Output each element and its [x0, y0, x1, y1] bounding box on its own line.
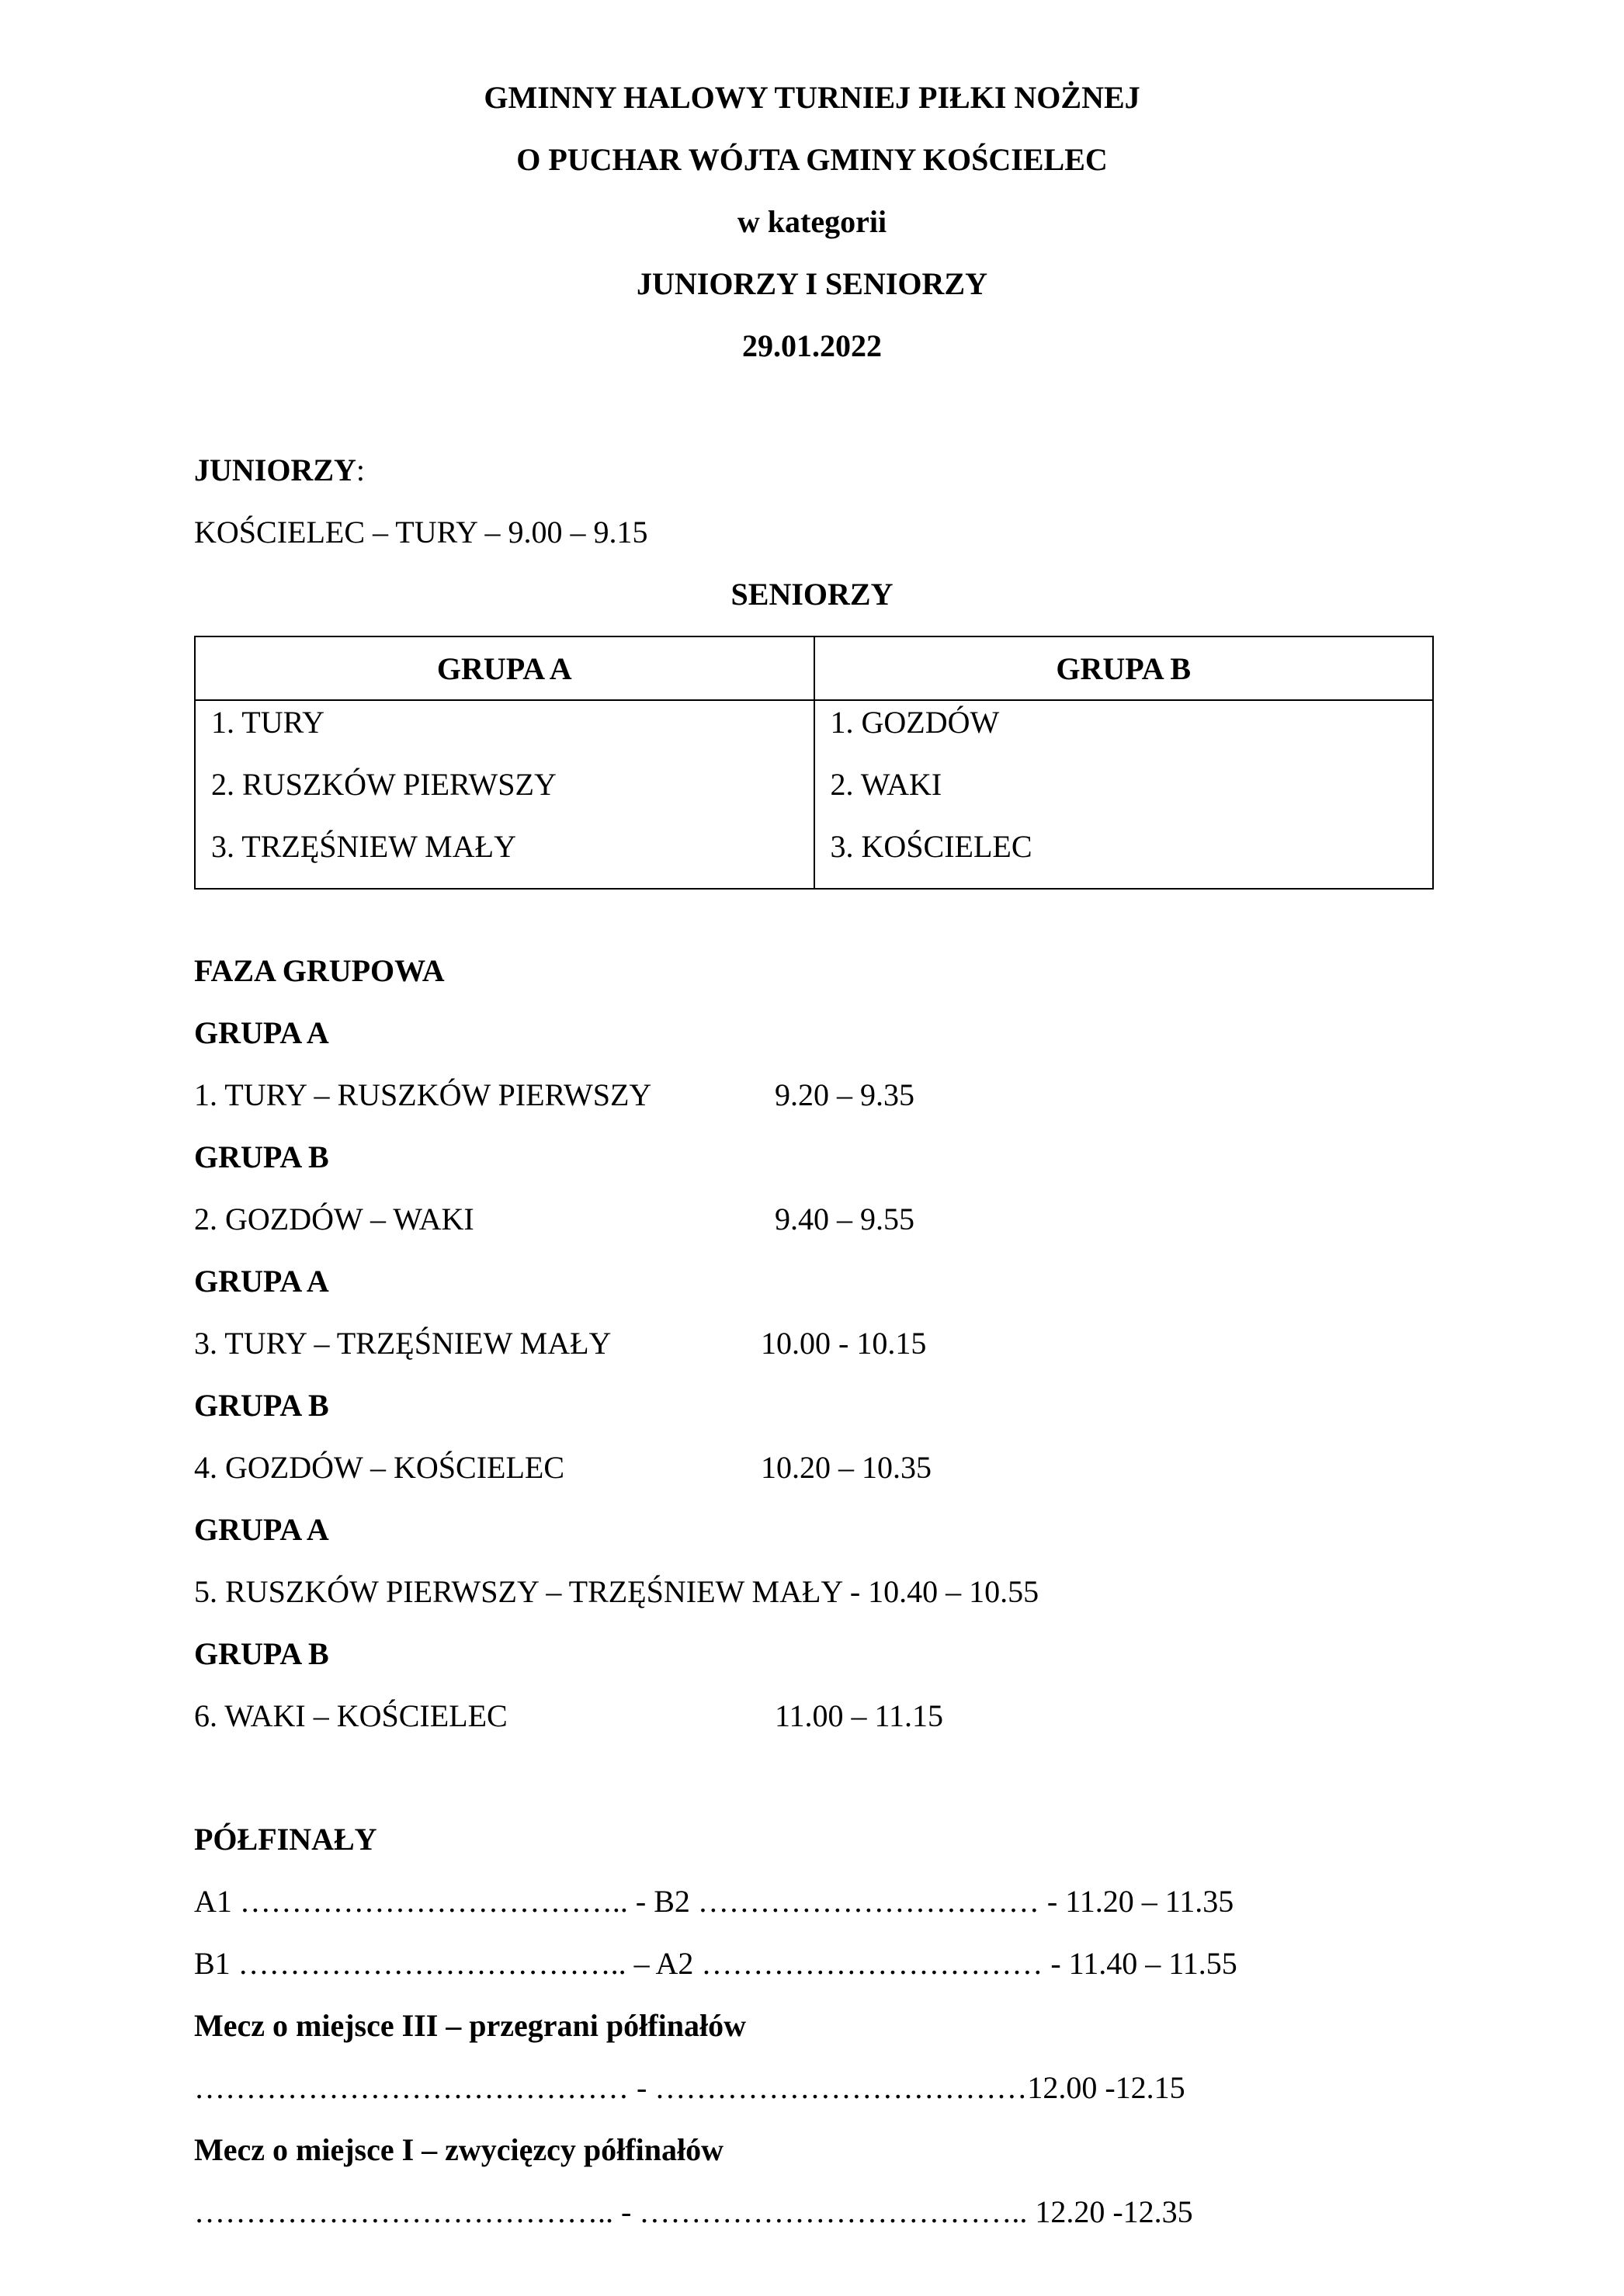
match-time: 9.40 – 9.55 [775, 1202, 914, 1236]
match-teams: 5. RUSZKÓW PIERWSZY – TRZĘŚNIEW MAŁY - 10.40 – 10.55 [194, 1574, 1039, 1609]
match-group-label: GRUPA B [194, 1388, 329, 1423]
group-a-teams [195, 700, 814, 889]
third-place-heading: Mecz o miejsce III – przegrani półfinałów [194, 2008, 746, 2043]
tournament-date: 29.01.2022 [742, 328, 882, 363]
group-phase-heading: FAZA GRUPOWA [194, 953, 445, 988]
semifinals-heading: PÓŁFINAŁY [194, 1822, 377, 1857]
group-b-teams [814, 700, 1434, 889]
match-group-label: GRUPA A [194, 1512, 329, 1547]
match-group-label: GRUPA A [194, 1015, 329, 1050]
title-line-2: O PUCHAR WÓJTA GMINY KOŚCIELEC [516, 142, 1108, 177]
group-b-team: 1. GOZDÓW [830, 705, 1000, 740]
group-a-header: GRUPA A [195, 636, 814, 700]
match-time: 10.00 - 10.15 [761, 1326, 927, 1361]
group-a-team: 1. TURY [211, 705, 324, 740]
final-heading: Mecz o miejsce I – zwycięzcy półfinałów [194, 2132, 724, 2167]
group-b-team: 2. WAKI [830, 767, 942, 802]
title-line-3: w kategorii [737, 204, 887, 239]
juniors-match: KOŚCIELEC – TURY – 9.00 – 9.15 [194, 515, 648, 550]
seniors-heading: SENIORZY [730, 577, 894, 612]
match-group-label: GRUPA B [194, 1139, 329, 1174]
group-b-header: GRUPA B [814, 636, 1434, 700]
title-line-1: GMINNY HALOWY TURNIEJ PIŁKI NOŻNEJ [484, 80, 1140, 115]
match-time: 9.20 – 9.35 [775, 1077, 914, 1112]
juniors-heading [194, 452, 365, 489]
juniors-label: JUNIORZY [194, 453, 356, 487]
match-time: 10.20 – 10.35 [761, 1450, 932, 1485]
group-a-team: 2. RUSZKÓW PIERWSZY [211, 767, 557, 802]
group-b-team: 3. KOŚCIELEC [830, 829, 1032, 864]
match-teams: 3. TURY – TRZĘŚNIEW MAŁY [194, 1326, 612, 1361]
semifinal-line: B1 ……………………………….. – A2 …………………………… - 11.40 – 11.55 [194, 1946, 1237, 1981]
match-teams: 4. GOZDÓW – KOŚCIELEC [194, 1450, 565, 1485]
match-teams: 2. GOZDÓW – WAKI [194, 1202, 474, 1236]
groups-header-row [195, 636, 1433, 700]
third-place-line: …………………………………… - ………………………………12.00 -12.15 [194, 2070, 1185, 2105]
semifinal-line: A1 ……………………………….. - B2 …………………………… - 11.20 – 11.35 [194, 1884, 1234, 1919]
match-teams: 6. WAKI – KOŚCIELEC [194, 1698, 508, 1733]
match-group-label: GRUPA B [194, 1636, 329, 1671]
match-group-label: GRUPA A [194, 1264, 329, 1299]
juniors-colon: : [356, 453, 366, 487]
title-line-4: JUNIORZY I SENIORZY [637, 266, 987, 301]
match-teams: 1. TURY – RUSZKÓW PIERWSZY [194, 1077, 652, 1112]
match-time: 11.00 – 11.15 [775, 1698, 944, 1733]
final-line: ………………………………….. - ……………………………….. 12.20 -12.35 [194, 2194, 1193, 2229]
groups-table [194, 636, 1434, 890]
group-a-team: 3. TRZĘŚNIEW MAŁY [211, 829, 516, 864]
groups-teams-row [195, 700, 1433, 889]
